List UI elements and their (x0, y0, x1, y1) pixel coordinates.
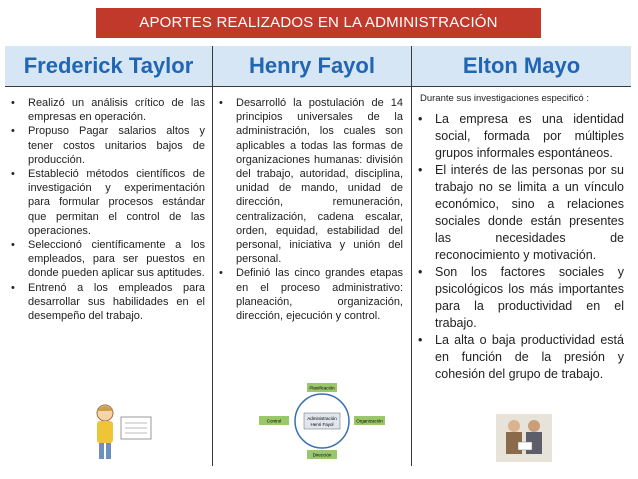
column-mayo (411, 46, 631, 466)
fayol-list (213, 96, 403, 323)
mayo-list (412, 111, 624, 383)
list-item: • Estableció métodos científicos de investigación y experimentación para formular procesos estándar que permitan el control de las operaciones. (5, 167, 205, 238)
worker-at-desk-illustration (85, 401, 153, 461)
list-item: • Seleccionó científicamente a los empleados, para ser puestos en donde pueden aplicar sus aptitudes. (5, 238, 205, 281)
page-title: APORTES REALIZADOS EN LA ADMINISTRACIÓN (96, 8, 541, 38)
taylor-list (5, 96, 205, 323)
list-item: • Definió las cinco grandes etapas en el proceso administrativo: planeación, organización, dirección, ejecución y control. (213, 266, 403, 323)
column-header-fayol: Henry Fayol (213, 46, 411, 87)
column-header-taylor: Frederick Taylor (5, 46, 212, 87)
list-item: • Desarrolló la postulación de 14 principios universales de la administración, los cuales son aplicables a todas las formas de organizaciones humanas: división del trabajo, autoridad, disciplina, unidad de mando, unidad de dirección, remuneración, centralización, cadena escalar, orden, equidad, estabilidad del personal, iniciativa y unión del personal. (213, 96, 403, 266)
diagram-top-label: Planificación (309, 385, 335, 391)
column-header-mayo: Elton Mayo (412, 46, 631, 87)
mayo-intro-text: Durante sus investigaciones especificó : (420, 93, 589, 104)
diagram-bottom-label: Dirección (312, 452, 332, 458)
list-item: • Entrenó a los empleados para desarrollar sus habilidades en el desempeño del trabajo. (5, 281, 205, 324)
column-taylor (5, 46, 212, 466)
column-fayol (212, 46, 411, 466)
workers-photo-illustration (496, 414, 552, 462)
diagram-center-label: Administración (307, 416, 337, 421)
list-item: • La alta o baja productividad está en función de la presión y cohesión del grupo de trabajo. (412, 332, 624, 383)
diagram-right-label: Organización (356, 418, 383, 424)
list-item: • Propuso Pagar salarios altos y tener costos unitarios bajos de producción. (5, 124, 205, 167)
list-item: • Realizó un análisis crítico de las empresas en operación. (5, 96, 205, 124)
list-item: • El interés de las personas por su trabajo no se limita a un vínculo económico, sino a relaciones sociales donde están presentes las necesidades de reconocimiento y motivación. (412, 162, 624, 264)
administrative-process-diagram (257, 381, 387, 459)
diagram-left-label: Control (266, 418, 282, 424)
list-item: • La empresa es una identidad social, formada por múltiples grupos informales espontáneos. (412, 111, 624, 162)
list-item: • Son los factores sociales y psicológicos los más importantes para la productividad en el trabajo. (412, 264, 624, 332)
diagram-center-sublabel: Henri Fayol (310, 422, 334, 427)
